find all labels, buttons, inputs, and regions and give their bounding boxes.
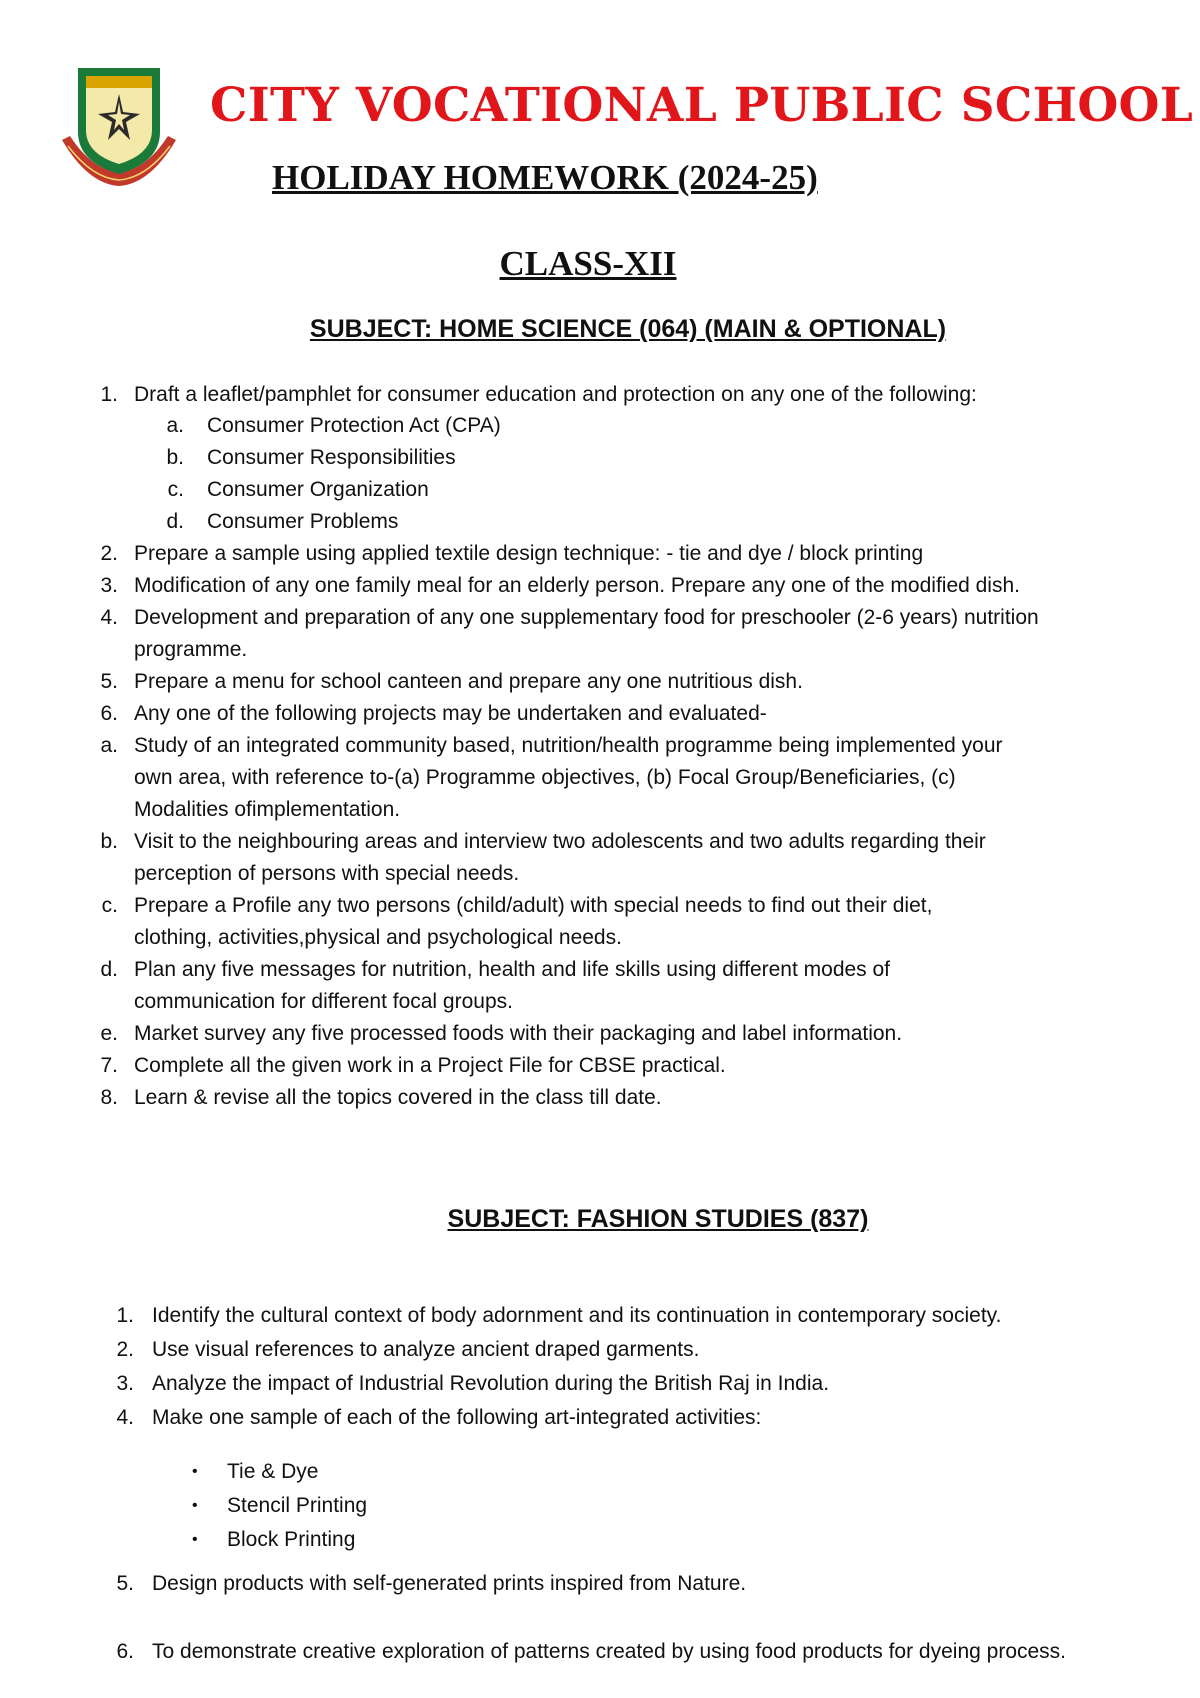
list-marker: 4. <box>116 1406 134 1429</box>
list-marker: c. <box>101 894 118 917</box>
list-item-text: Make one sample of each of the following art-integrated activities: <box>152 1406 762 1429</box>
list-item-text: Any one of the following projects may be undertaken and evaluated- <box>134 702 767 725</box>
list-marker: b. <box>100 830 118 853</box>
list-marker: 3. <box>100 574 118 597</box>
school-crest-icon <box>58 62 180 192</box>
list-marker: d. <box>100 958 118 981</box>
list-item-text: Complete all the given work in a Project File for CBSE practical. <box>134 1054 726 1077</box>
list-marker: a. <box>166 414 184 437</box>
list-item-text: Visit to the neighbouring areas and interview two adolescents and two adults regarding their <box>134 830 986 853</box>
list-marker: c. <box>167 478 184 501</box>
list-item-text: Prepare a Profile any two persons (child/adult) with special needs to find out their diet, <box>134 894 933 917</box>
list-marker: d. <box>166 510 184 533</box>
list-marker: 6. <box>116 1640 134 1663</box>
list-item-text: Analyze the impact of Industrial Revolution during the British Raj in India. <box>152 1372 830 1395</box>
list-marker: 7. <box>100 1054 118 1077</box>
list-item-text: To demonstrate creative exploration of patterns created by using food products for dyeing process. <box>152 1640 1067 1663</box>
list-item-text: Use visual references to analyze ancient draped garments. <box>152 1338 700 1361</box>
list-item-text: Modification of any one family meal for an elderly person. Prepare any one of the modified dish. <box>134 574 1020 597</box>
list-marker: 5. <box>116 1572 134 1595</box>
list-item-text: Consumer Organization <box>207 478 429 501</box>
list-item-text: Consumer Problems <box>207 510 399 533</box>
homework-title: HOLIDAY HOMEWORK (2024-25) <box>272 158 818 197</box>
list-marker: b. <box>166 446 184 469</box>
list-marker: 5. <box>100 670 118 693</box>
list-marker: 2. <box>100 542 118 565</box>
list-item-text: communication for different focal groups. <box>134 990 513 1013</box>
list-marker: 2. <box>116 1338 134 1361</box>
subject-home-science: SUBJECT: HOME SCIENCE (064) (MAIN & OPTIONAL) <box>309 315 947 343</box>
bullet-icon: • <box>192 1463 198 1480</box>
list-item-text: Prepare a sample using applied textile design technique: - tie and dye / block printing <box>134 542 924 565</box>
list-item-text: Learn & revise all the topics covered in the class till date. <box>134 1086 662 1109</box>
list-marker: 4. <box>100 606 118 629</box>
list-item-text: Plan any five messages for nutrition, health and life skills using different modes of <box>134 958 891 981</box>
list-item-text: Identify the cultural context of body adornment and its continuation in contemporary society. <box>152 1304 1002 1327</box>
bullet-item-text: Stencil Printing <box>227 1494 368 1517</box>
list-item-text: own area, with reference to-(a) Programme objectives, (b) Focal Group/Beneficiaries, (c) <box>134 766 956 789</box>
list-marker: e. <box>100 1022 118 1045</box>
bullet-icon: • <box>192 1531 198 1548</box>
list-marker: 1. <box>100 383 118 406</box>
list-marker: 1. <box>116 1304 134 1327</box>
list-item-text: perception of persons with special needs. <box>134 862 520 885</box>
list-marker: 3. <box>116 1372 134 1395</box>
bullet-icon: • <box>192 1497 198 1514</box>
list-item-text: Draft a leaflet/pamphlet for consumer education and protection on any one of the following: <box>134 383 977 406</box>
list-marker: a. <box>100 734 118 757</box>
list-item-text: Study of an integrated community based, nutrition/health programme being implemented your <box>134 734 1003 757</box>
list-marker: 6. <box>100 702 118 725</box>
bullet-item-text: Block Printing <box>227 1528 356 1551</box>
list-item-text: programme. <box>134 638 248 661</box>
list-item-text: clothing, activities,physical and psychological needs. <box>134 926 622 949</box>
list-item-text: Consumer Responsibilities <box>207 446 456 469</box>
class-title: CLASS-XII <box>499 244 677 283</box>
list-item-text: Consumer Protection Act (CPA) <box>207 414 501 437</box>
list-marker: 8. <box>100 1086 118 1109</box>
school-name: CITY VOCATIONAL PUBLIC SCHOOL <box>210 78 1194 133</box>
list-item-text: Prepare a menu for school canteen and prepare any one nutritious dish. <box>134 670 803 693</box>
list-item-text: Design products with self-generated prints inspired from Nature. <box>152 1572 747 1595</box>
list-item-text: Market survey any five processed foods with their packaging and label information. <box>134 1022 903 1045</box>
list-item-text: Development and preparation of any one supplementary food for preschooler (2-6 years) nutrition <box>134 606 1039 629</box>
bullet-item-text: Tie & Dye <box>227 1460 319 1483</box>
subject-fashion-studies: SUBJECT: FASHION STUDIES (837) <box>447 1205 869 1233</box>
list-item-text: Modalities ofimplementation. <box>134 798 401 821</box>
